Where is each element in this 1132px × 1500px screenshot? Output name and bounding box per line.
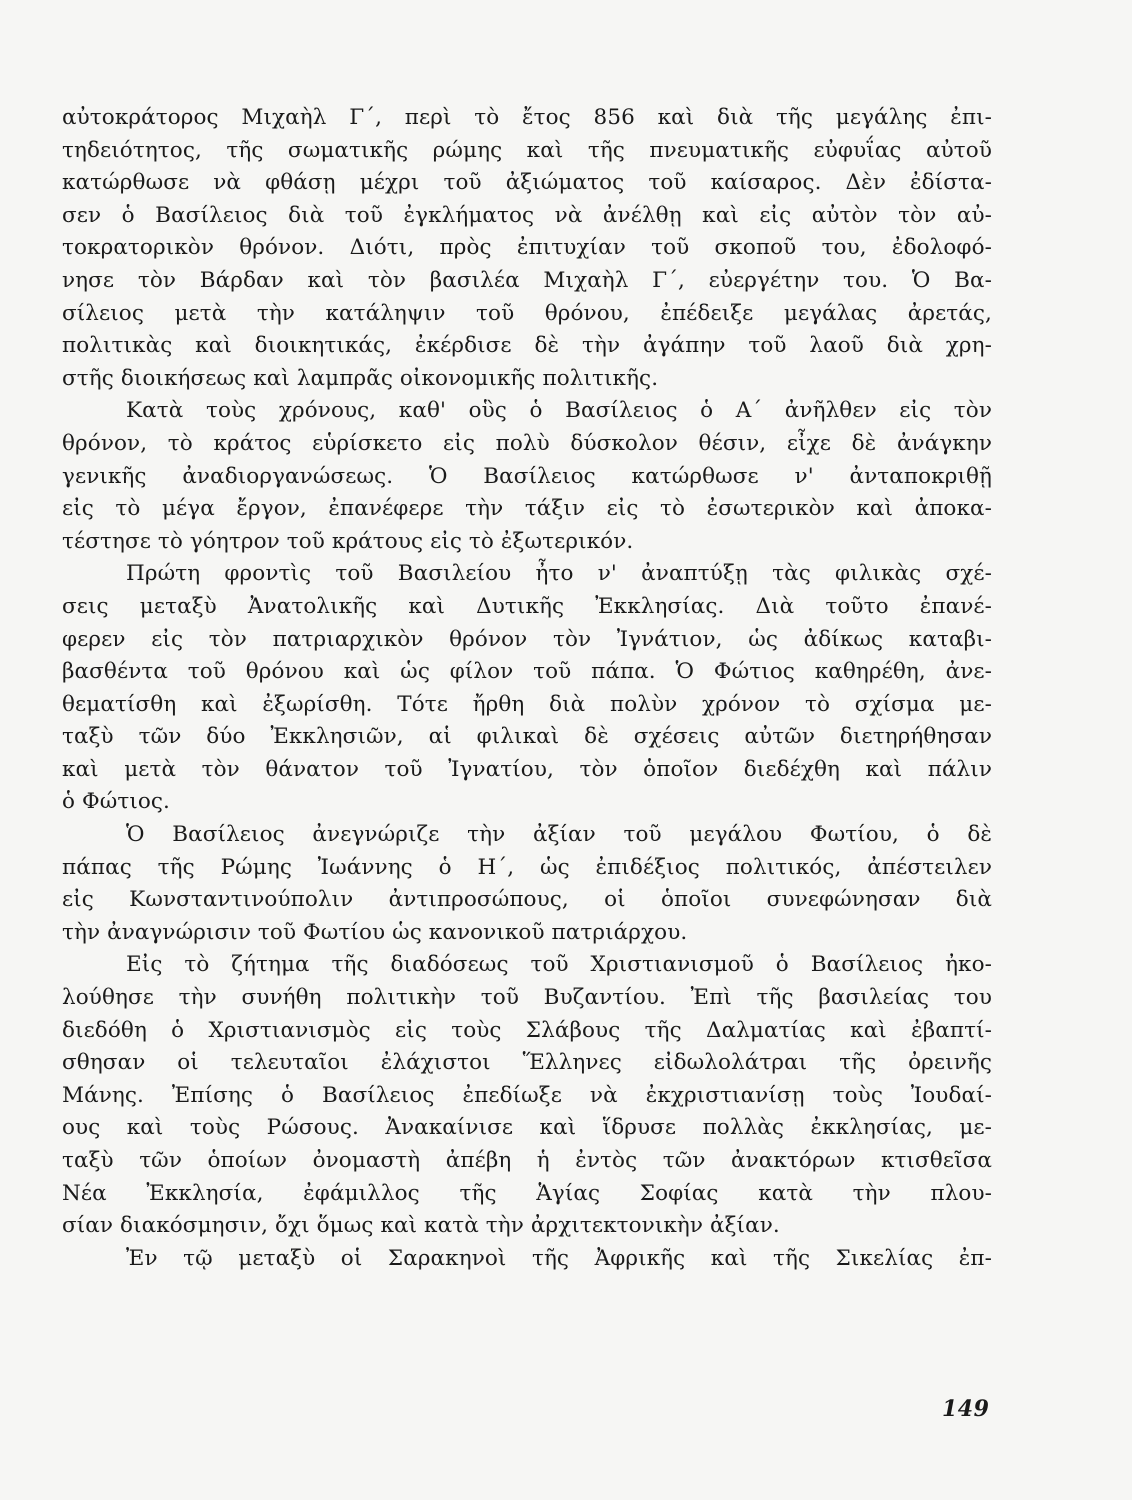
text-line: Εἰς τὸ ζήτημα τῆς διαδόσεως τοῦ Χριστιανισμοῦ ὁ Βασίλειος ἠκο- — [126, 952, 992, 978]
text-line: σεις μεταξὺ Ἀνατολικῆς καὶ Δυτικῆς Ἐκκλησίας. Διὰ τοῦτο ἐπανέ- — [62, 593, 992, 619]
text-line: λούθησε τὴν συνήθη πολιτικὴν τοῦ Βυζαντίου. Ἐπὶ τῆς βασιλείας του — [62, 985, 992, 1011]
text-line: τοκρατορικὸν θρόνον. Διότι, πρὸς ἐπιτυχίαν τοῦ σκοποῦ του, ἐδολοφό- — [62, 235, 992, 261]
text-line: θεματίσθη καὶ ἐξωρίσθη. Τότε ἤρθη διὰ πολὺν χρόνον τὸ σχίσμα με- — [62, 691, 992, 717]
text-line: σίαν διακόσμησιν, ὄχι ὅμως καὶ κατὰ τὴν ἀρχιτεκτονικὴν ἀξίαν. — [62, 1213, 780, 1239]
text-line: ους καὶ τοὺς Ρώσους. Ἀνακαίνισε καὶ ἵδρυσε πολλὰς ἐκκλησίας, με- — [62, 1115, 992, 1141]
text-line: σθησαν οἱ τελευταῖοι ἐλάχιστοι Ἕλληνες εἰδωλολάτραι τῆς ὀρεινῆς — [62, 1050, 992, 1076]
body-text — [62, 102, 992, 1275]
text-line: πολιτικὰς καὶ διοικητικάς, ἐκέρδισε δὲ τὴν ἀγάπην τοῦ λαοῦ διὰ χρη- — [62, 333, 992, 359]
text-line: διεδόθη ὁ Χριστιανισμὸς εἰς τοὺς Σλάβους τῆς Δαλματίας καὶ ἐβαπτί- — [62, 1017, 992, 1043]
text-line: πάπας τῆς Ρώμης Ἰωάννης ὁ Η΄, ὡς ἐπιδέξιος πολιτικός, ἀπέστειλεν — [62, 854, 992, 880]
text-line: βασθέντα τοῦ θρόνου καὶ ὡς φίλον τοῦ πάπα. Ὁ Φώτιος καθηρέθη, ἀνε- — [62, 659, 992, 685]
text-line: σίλειος μετὰ τὴν κατάληψιν τοῦ θρόνου, ἐπέδειξε μεγάλας ἀρετάς, — [62, 300, 992, 326]
text-line: ὁ Φώτιος. — [62, 789, 170, 815]
text-line: τὴν ἀναγνώρισιν τοῦ Φωτίου ὡς κανονικοῦ πατριάρχου. — [62, 919, 688, 945]
text-line: ταξὺ τῶν ὁποίων ὀνομαστὴ ἀπέβη ἡ ἐντὸς τῶν ἀνακτόρων κτισθεῖσα — [62, 1148, 992, 1173]
text-line: ταξὺ τῶν δύο Ἐκκλησιῶν, αἱ φιλικαὶ δὲ σχέσεις αὐτῶν διετηρήθησαν — [62, 724, 992, 750]
text-line: σεν ὁ Βασίλειος διὰ τοῦ ἐγκλήματος νὰ ἀνέλθῃ καὶ εἰς αὐτὸν τὸν αὐ- — [62, 202, 992, 228]
text-line: Πρώτη φροντὶς τοῦ Βασιλείου ἦτο ν' ἀναπτύξῃ τὰς φιλικὰς σχέ- — [126, 561, 992, 587]
text-line: αὐτοκράτορος Μιχαὴλ Γ΄, περὶ τὸ ἔτος 856 καὶ διὰ τῆς μεγάλης ἐπι- — [62, 105, 992, 130]
text-line: τέστησε τὸ γόητρον τοῦ κράτους εἰς τὸ ἐξωτερικόν. — [62, 528, 634, 554]
text-line: Ἐν τῷ μεταξὺ οἱ Σαρακηνοὶ τῆς Ἀφρικῆς καὶ τῆς Σικελίας ἐπ- — [126, 1245, 992, 1271]
text-line: κατώρθωσε νὰ φθάσῃ μέχρι τοῦ ἀξιώματος τοῦ καίσαρος. Δὲν ἐδίστα- — [62, 170, 992, 196]
text-line: νησε τὸν Βάρδαν καὶ τὸν βασιλέα Μιχαὴλ Γ΄, εὐεργέτην του. Ὁ Βα- — [62, 267, 992, 293]
text-line: γενικῆς ἀναδιοργανώσεως. Ὁ Βασίλειος κατώρθωσε ν' ἀνταποκριθῇ — [62, 463, 992, 489]
text-line: καὶ μετὰ τὸν θάνατον τοῦ Ἰγνατίου, τὸν ὁποῖον διεδέχθη καὶ πάλιν — [62, 756, 992, 782]
text-line: Κατὰ τοὺς χρόνους, καθ' οὓς ὁ Βασίλειος ὁ Α΄ ἀνῆλθεν εἰς τὸν — [126, 398, 992, 424]
text-line: Ὁ Βασίλειος ἀνεγνώριζε τὴν ἀξίαν τοῦ μεγάλου Φωτίου, ὁ δὲ — [126, 822, 992, 848]
text-line: Μάνης. Ἐπίσης ὁ Βασίλειος ἐπεδίωξε νὰ ἐκχριστιανίσῃ τοὺς Ἰουδαί- — [62, 1082, 992, 1108]
text-line: Νέα Ἐκκλησία, ἐφάμιλλος τῆς Ἁγίας Σοφίας κατὰ τὴν πλου- — [62, 1180, 992, 1206]
text-line: φερεν εἰς τὸν πατριαρχικὸν θρόνον τὸν Ἰγνάτιον, ὡς ἀδίκως καταβι- — [62, 626, 992, 652]
page-number: 149 — [942, 1396, 990, 1422]
text-line: θρόνον, τὸ κράτος εὑρίσκετο εἰς πολὺ δύσκολον θέσιν, εἶχε δὲ ἀνάγκην — [62, 430, 992, 456]
text-line: τηδειότητος, τῆς σωματικῆς ρώμης καὶ τῆς πνευματικῆς εὐφυΐας αὐτοῦ — [62, 137, 992, 163]
text-line: εἰς Κωνσταντινούπολιν ἀντιπροσώπους, οἱ ὁποῖοι συνεφώνησαν διὰ — [62, 887, 992, 913]
text-line: στῆς διοικήσεως καὶ λαμπρᾶς οἰκονομικῆς πολιτικῆς. — [62, 365, 659, 391]
text-line: εἰς τὸ μέγα ἔργον, ἐπανέφερε τὴν τάξιν εἰς τὸ ἐσωτερικὸν καὶ ἀποκα- — [62, 496, 992, 522]
